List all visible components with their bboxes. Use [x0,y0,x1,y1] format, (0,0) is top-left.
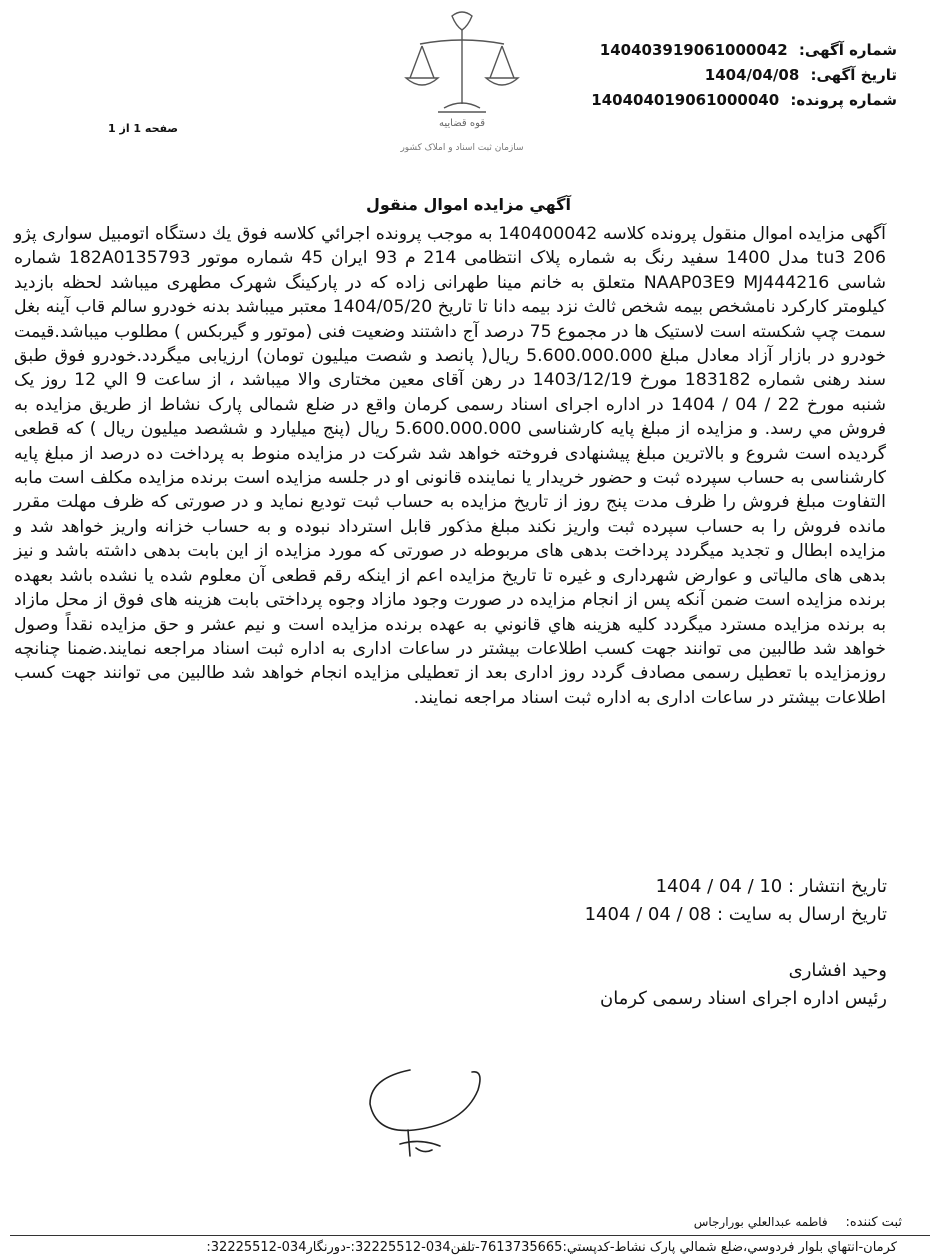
ad-body-paragraph: آگهی مزایده اموال منقول پرونده کلاسه 140400042 به موجب پرونده اجرائي کلاسه فوق يك دستگاه اتومبيل سواری پژو 206 tu3 مدل 1400 سفید رنگ به شماره پلاک انتظامی 214 م 93 ایران 45 شماره موتور 182A0135793 شماره شاسی NAAP03E9 MJ444216 متعلق به خانم مینا طهرانی زاده که در پارکینگ شهرک مطهری میباشد لحظه بازدید کیلومتر کارکرد نامشخص بیمه شخص ثالث نزد بیمه دانا تا تاریخ 1404/05/20 معتبر میباشد بدنه خودرو سالم قاب آینه بغل سمت چپ شکسته است لاستیک ها در مجموع 75 درصد آج داشتند وضعیت فنی (موتور و گیربکس ) مطلوب میباشد.قیمت خودرو در بازار آزاد معادل مبلغ 5.600.000.000 ریال( پانصد و شصت میلیون تومان) ارزیابی میگردد.خودرو فوق طبق سند رهنی شماره 183182 مورخ 1403/12/19 در رهن آقای معین مختاری والا میباشد ، از ساعت 9 الي 12 روز یک شنبه مورخ 22 / 04 / 1404 در اداره اجرای اسناد رسمی کرمان واقع در ضلع شمالی پارک نشاط از طریق مزایده به فروش مي رسد. و مزایده از مبلغ پایه کارشناسی 5.600.000.000 ریال (پنج میلیارد و ششصد میلیون ریال ) که قطعی گردیده است شروع و بالاترین مبلغ پیشنهادی فروخته خواهد شد شرکت در مزایده منوط به پرداخت ده درصد از مبلغ پایه کارشناسی به حساب سپرده ثبت و حضور خریدار یا نماینده قانونی او در جلسه مزایده است برنده مزایده مکلف است مابه التفاوت مبلغ فروش را ظرف مدت پنج روز از تاریخ مزایده به حساب ثبت تودیع نماید و در صورتی که ظرف مهلت مقرر مانده فروش را به حساب سپرده ثبت واریز نکند مبلغ مذکور قابل استرداد نبوده و به حساب خزانه واریز خواهد شد و مزایده ابطال و تجدید میگردد پرداخت بدهی های مربوطه در صورتی که مورد مزایده از این بابت بدهی داشته باشد و نیز بدهی های مالیاتی و عوارض شهرداری و غیره تا تاریخ مزایده اعم از اینکه رقم قطعی آن معلوم شده یا نشده باشد بعهده برنده مزایده است ضمن آنکه پس از انجام مزایده در صورت وجود مازاد وجوه پرداختی بابت هزینه های فوق از محل مازاد به برنده مزایده مسترد میگردد کلیه هزینه هاي قانوني به عهده برنده مزایده است و نیم عشر و حق مزایده نقداً وصول خواهد شد طالبین می توانند جهت کسب اطلاعات بیشتر در ساعات اداری به اداره ثبت اسناد مراجعه نمایند.ضمنا چنانچه روزمزایده با تعطیل رسمی مصادف گردد روز اداری بعد از تعطیلی مزایده انجام خواهد شد طالبین می توانند جهت کسب اطلاعات بیشتر در ساعات اداری به اداره ثبت اسناد مراجعه نمایند. [14,224,887,708]
page-number: صفحه 1 از 1 [108,122,179,135]
page-title: آگهي مزايده اموال منقول [366,195,571,214]
registrar-name: فاطمه عبدالعلي بورارجاس [693,1215,828,1229]
ad-body [14,222,886,710]
signatory-name: وحید افشاری [788,960,887,981]
signatory-role: رئیس اداره اجرای اسناد رسمی کرمان [599,988,887,1009]
ad-date-row [477,63,897,88]
footer-divider [10,1235,930,1236]
handwritten-signature [350,1050,530,1170]
send-date: تاریخ ارسال به سایت : 08 / 04 / 1404 [584,904,887,925]
file-number-row [477,88,897,113]
registrar [694,1215,902,1230]
file-number: 140404019061000040 [591,91,780,109]
ad-dates [387,873,887,929]
judiciary-emblem-icon [392,8,532,158]
publish-date: تاریخ انتشار : 10 / 04 / 1404 [655,876,887,897]
emblem-line2: سازمان ثبت اسناد و املاک کشور [400,143,524,153]
signatory [387,957,887,1013]
emblem-line1: قوه قضاییه [438,118,486,129]
file-number-label: شماره پرونده: [790,91,897,109]
ad-meta [477,38,897,113]
footer-address: کرمان-انتهاي بلوار فردوسي،ضلع شمالي پارک نشاط-کدپستي:7613735665-تلفن034-32225512:-دورنگار034-32225512: [206,1240,897,1255]
ad-date: 1404/04/08 [704,66,800,84]
ad-number: 140403919061000042 [599,41,788,59]
ad-number-label: شماره آگهی: [798,41,897,59]
ad-date-label: تاریخ آگهی: [810,66,897,84]
registrar-label: ثبت کننده: [845,1215,902,1230]
ad-number-row [477,38,897,63]
